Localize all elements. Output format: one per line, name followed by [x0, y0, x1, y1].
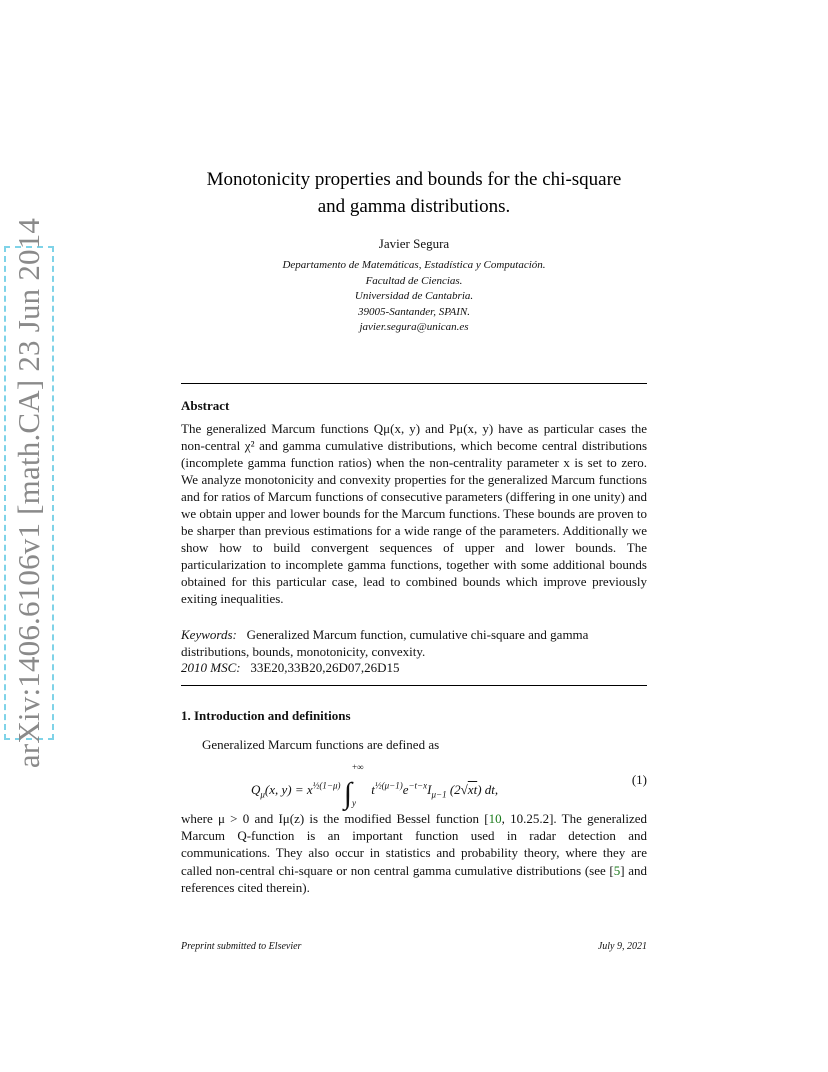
affiliation-faculty: Facultad de Ciencias. [365, 274, 463, 287]
affiliation-address: 39005-Santander, SPAIN. [358, 305, 470, 318]
msc-codes: 33E20,33B20,26D07,26D15 [250, 660, 400, 675]
keywords-line [181, 626, 647, 660]
section-heading: 1. Introduction and definitions [181, 708, 351, 723]
title-line-2: and gamma distributions. [317, 196, 511, 217]
citation-5-link[interactable]: 5 [613, 862, 621, 878]
keywords-label: Keywords: [181, 627, 237, 642]
keywords-text: Generalized Marcum function, cumulative chi-square and gamma distributions, bounds, monotonicity, convexity. [181, 627, 589, 659]
equation-formula: $Q_\mu(x$, $y) = x^{\frac{1}{2}(1-\mu)}$ ∫ +∞ y $t^{\frac{1}{2}(\mu-1)}e^{-t-x}I_{\mu-1}$ (2√xt) dt, [251, 762, 499, 810]
msc-line [181, 659, 647, 676]
intro-paragraph [181, 810, 647, 896]
intro-text-1: where μ > 0 and Iμ(z) is the modified Bessel function [ [181, 811, 489, 826]
footer-date: July 9, 2021 [597, 941, 647, 952]
msc-label: 2010 MSC: [181, 660, 241, 675]
affiliation-university: Universidad de Cantabria. [354, 290, 474, 302]
equation-1 [181, 758, 647, 808]
intro-text-2: , 10.25.2]. The generalized Marcum Q-function is an important function used in radar detection and communications. They also occur in statistics and probability theory, where they are called non-central chi-square or non central gamma cumulative distributions (see [ [181, 811, 647, 878]
integral-sign: ∫ [343, 777, 352, 810]
intro-lead-text: Generalized Marcum functions are defined as [202, 737, 440, 752]
equation-number: (1) [631, 772, 647, 787]
abstract-heading: Abstract [181, 398, 230, 413]
affiliation-block [0, 258, 828, 336]
author-name: Javier Segura [378, 236, 450, 251]
affiliation-department: Departamento de Matemáticas, Estadística y Computación. [282, 259, 546, 271]
paper-title [160, 166, 668, 220]
footer-preprint-note: Preprint submitted to Elsevier [181, 941, 302, 952]
affiliation-email: javier.segura@unican.es [359, 321, 469, 333]
abstract-text: The generalized Marcum functions Qμ(x, y) and Pμ(x, y) have as particular cases the non-central χ² and gamma cumulative distributions, which become central distributions (incomplete gamma function ratios) when the non-centrality parameter x is set to zero. We analyze monotonicity and convexity properties for the generalized Marcum functions and for ratios of Marcum functions of consecutive parameters (differing in one unity) and we obtain upper and lower bounds for the Marcum functions. These bounds are proven to be sharper than previous estimations for a wide range of the parameters. Additionally we show how to build convergent sequences of upper and lower bounds. The particularization to incomplete gamma functions, together with some additional bounds obtained for this particular case, lead to combined bounds which improve previously exiting inequalities. [181, 421, 647, 606]
arxiv-identifier: arXiv:1406.6106v1 [math.CA] 23 Jun 2014 [11, 217, 46, 769]
integral-limits: +∞ y [351, 762, 364, 808]
citation-10-link[interactable]: 10 [488, 811, 502, 826]
abstract-bottom-rule [181, 685, 647, 686]
title-line-1: Monotonicity properties and bounds for the chi-square [206, 169, 622, 190]
abstract-top-rule [181, 383, 647, 384]
intro-text-3: ] and references cited therein). [181, 862, 647, 895]
